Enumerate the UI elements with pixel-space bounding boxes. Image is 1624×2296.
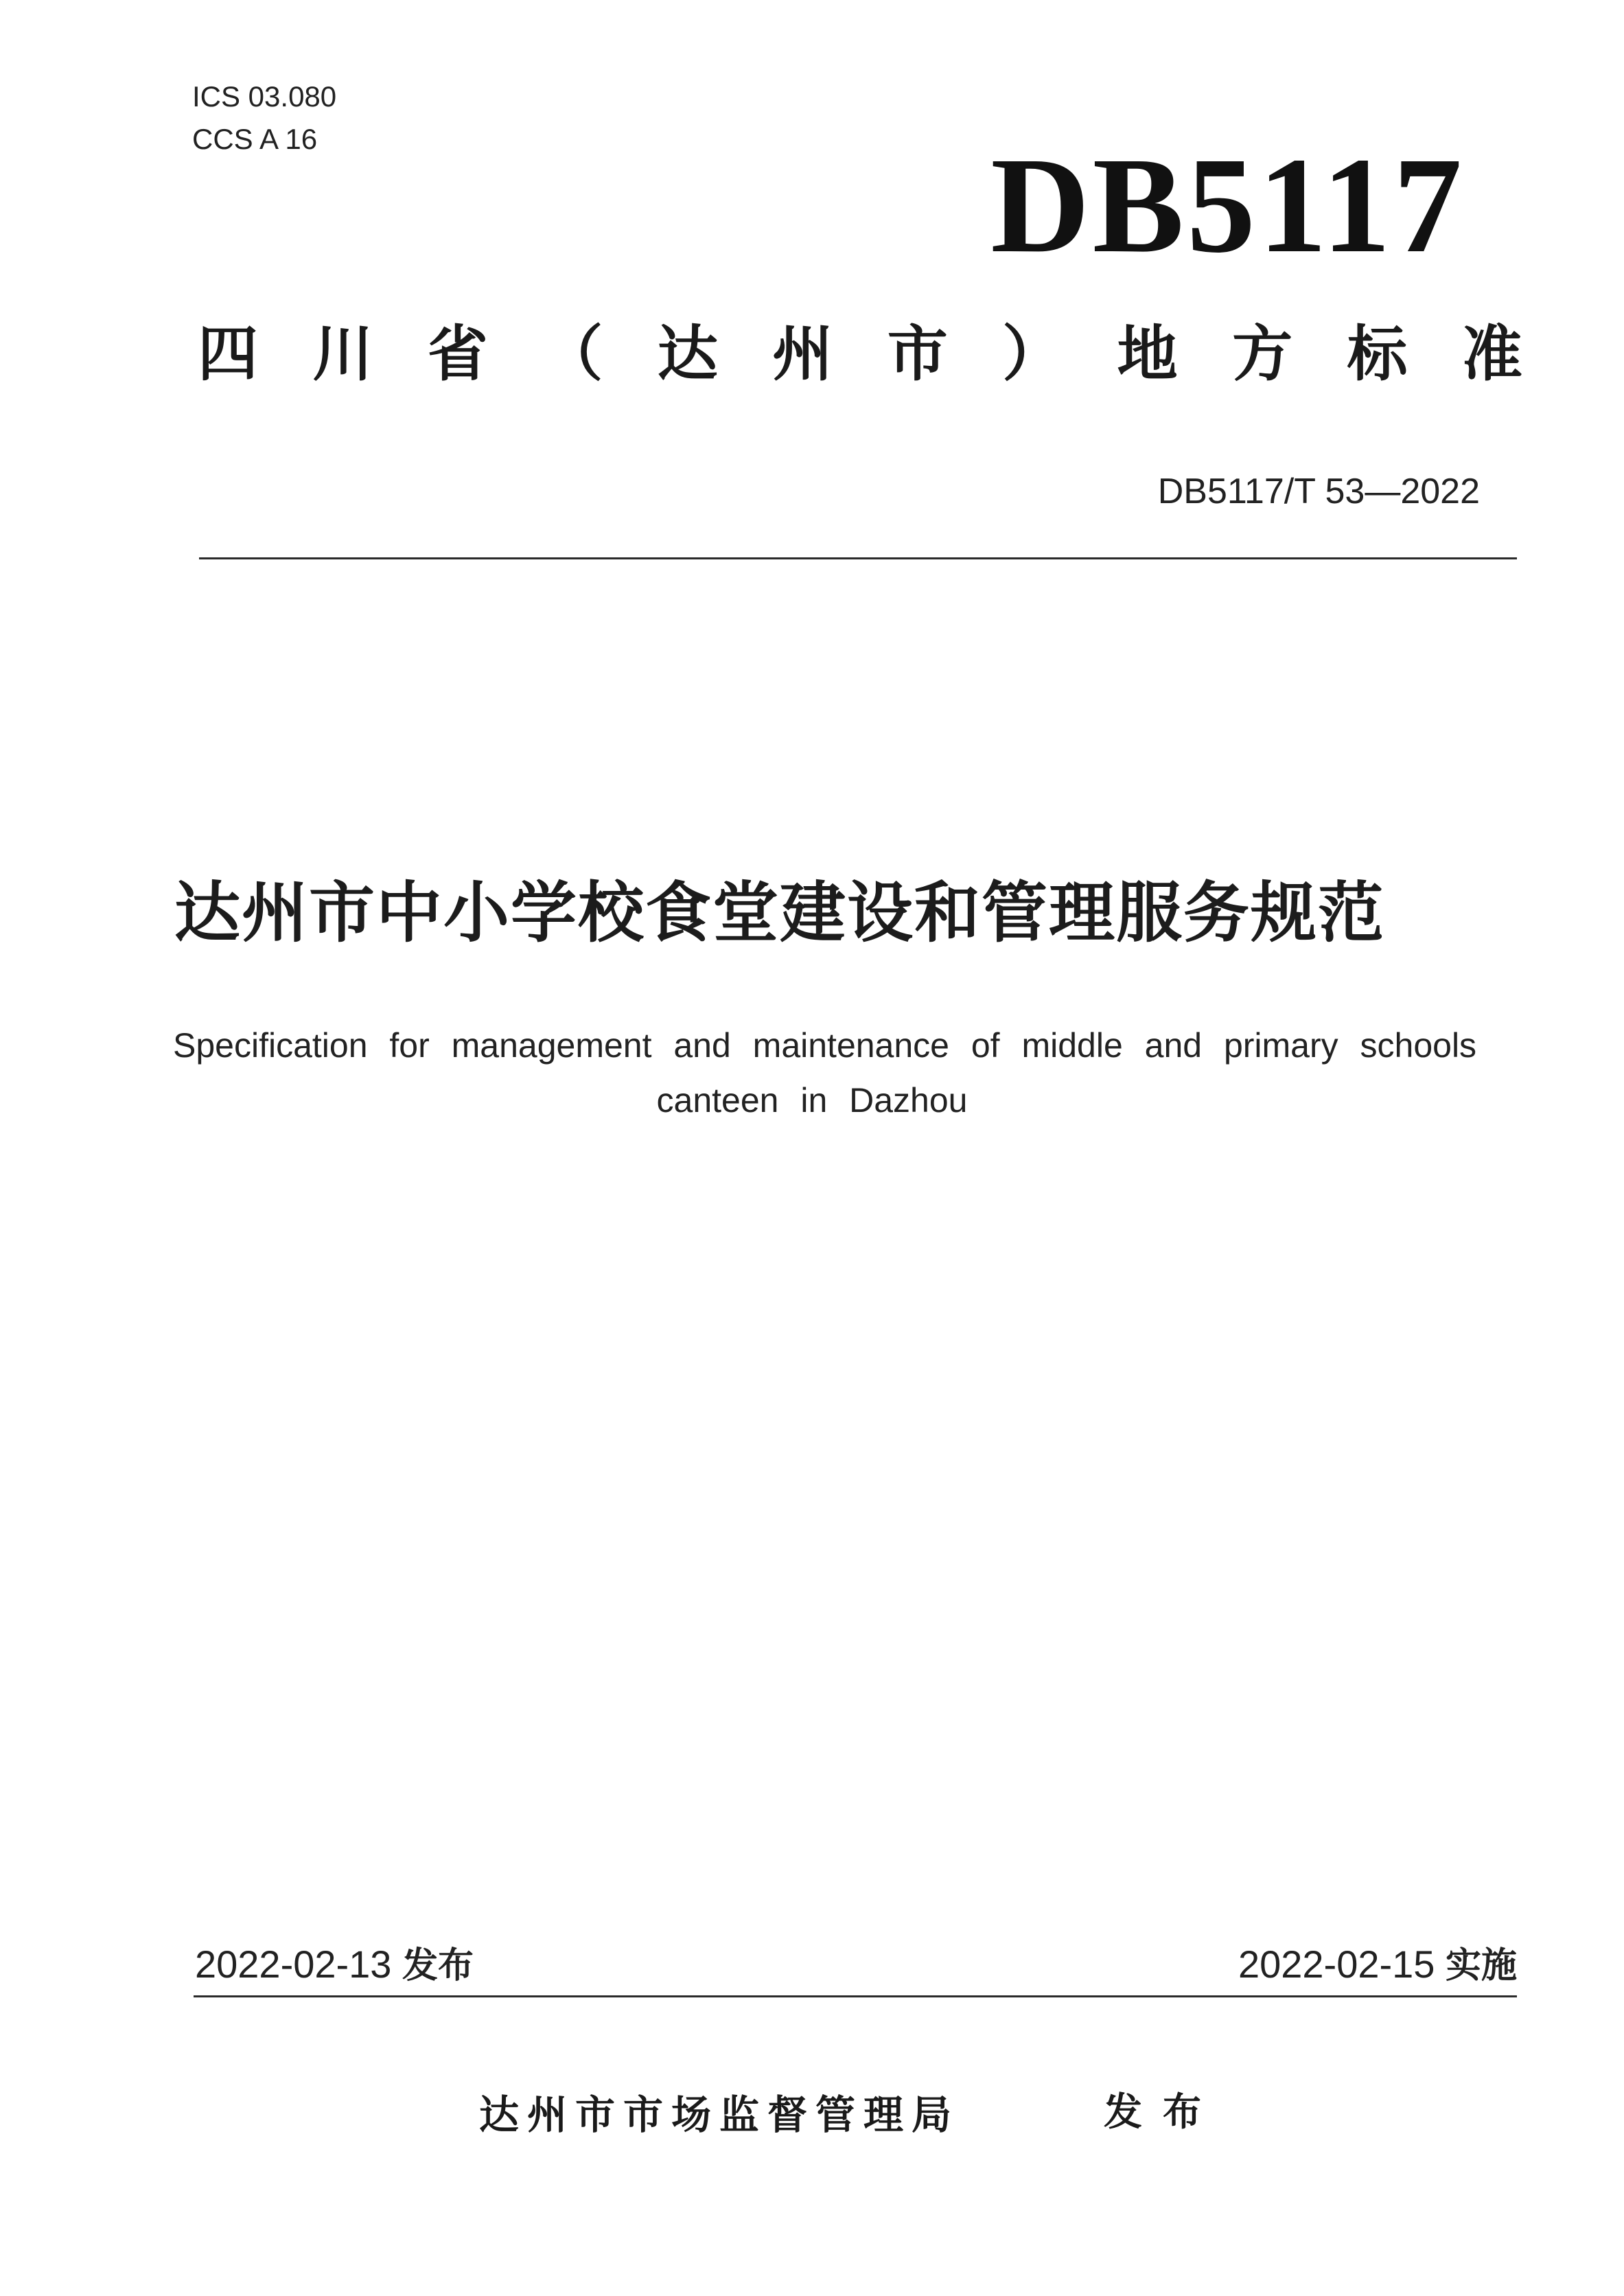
standard-mark: DB5117: [990, 130, 1465, 281]
category-char: 州: [772, 318, 833, 389]
category-char: 地: [1117, 318, 1178, 389]
category-char: 省: [427, 318, 488, 389]
category-char: ）: [1002, 318, 1063, 389]
date-divider: [194, 1995, 1517, 1997]
standard-category: [198, 318, 1522, 389]
implementation-label: 实施: [1445, 1945, 1517, 1986]
category-char: 达: [657, 318, 718, 389]
category-char: 四: [198, 318, 259, 389]
issue-label: 发布: [402, 1945, 474, 1986]
implementation-date-line: [1238, 1945, 1517, 1984]
issuing-authority: 达州市市场监督管理局: [479, 2091, 960, 2138]
category-char: 市: [887, 318, 948, 389]
issue-date-line: [195, 1945, 474, 1984]
category-char: 川: [312, 318, 373, 389]
header-divider: [199, 557, 1517, 559]
issue-date: 2022-02-13: [195, 1943, 392, 1986]
document-title-chinese: 达州市中小学校食堂建设和管理服务规范: [174, 874, 1385, 951]
standard-number: DB5117/T 53—2022: [1157, 472, 1480, 511]
ics-code: ICS 03.080: [192, 80, 337, 113]
category-char: 准: [1461, 318, 1522, 389]
document-title-english-line1: Specification for management and maintenance of middle and primary schools: [173, 1026, 1477, 1065]
implementation-date: 2022-02-15: [1238, 1943, 1435, 1986]
issuing-authority-suffix: 发布: [1104, 2090, 1222, 2135]
category-char: 方: [1232, 318, 1293, 389]
category-char: 标: [1347, 318, 1408, 389]
category-char: （: [542, 318, 603, 389]
ccs-code: CCS A 16: [192, 123, 318, 155]
document-title-english-line2: canteen in Dazhou: [656, 1081, 968, 1120]
